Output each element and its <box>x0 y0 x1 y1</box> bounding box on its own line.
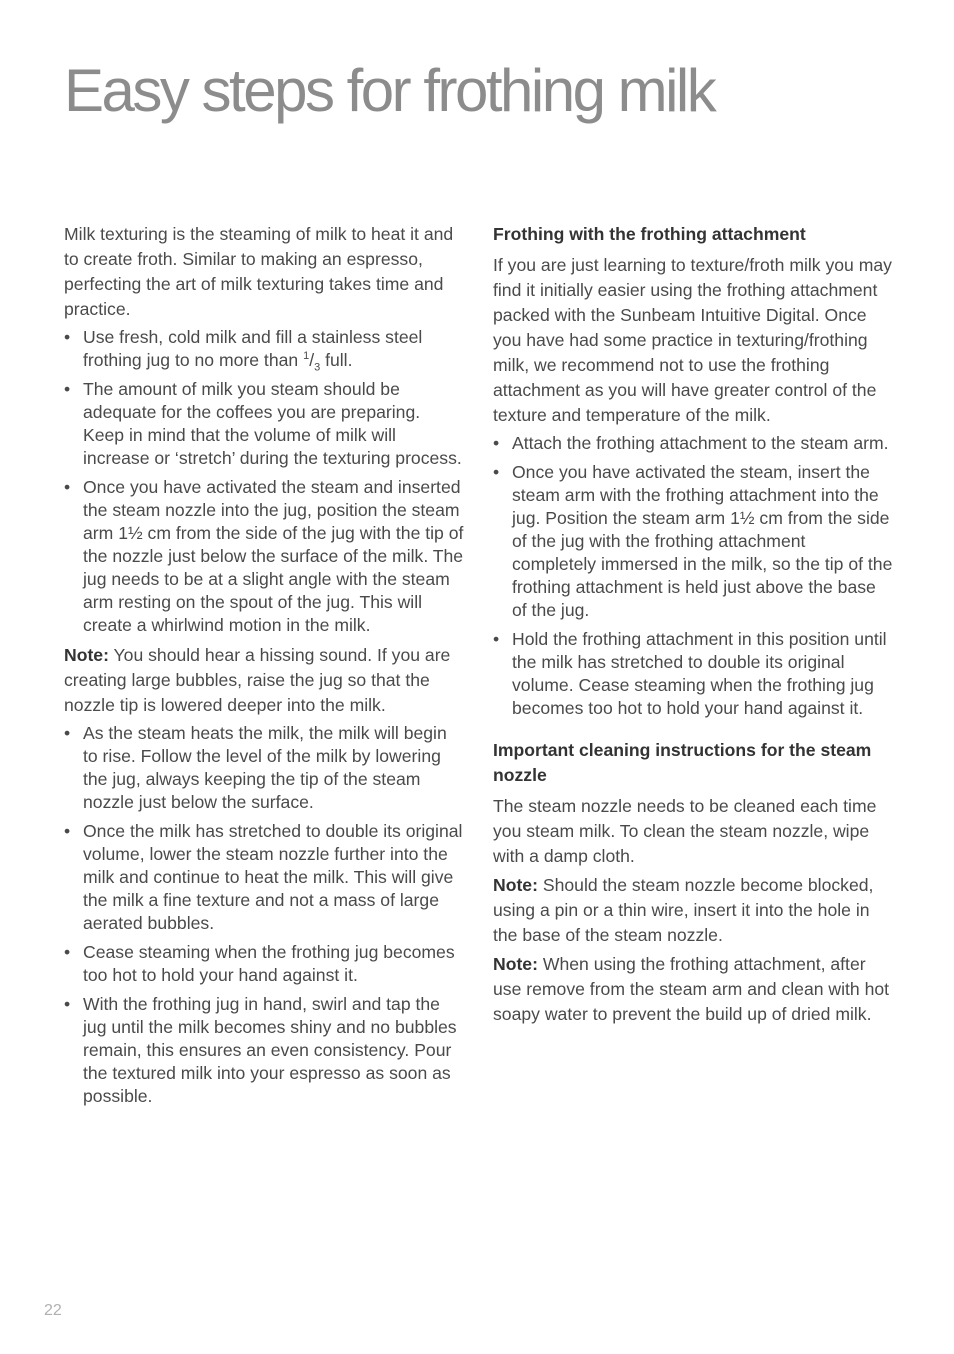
note-paragraph <box>493 873 893 948</box>
note-paragraph <box>493 952 893 1027</box>
note-paragraph <box>64 643 464 718</box>
cleaning-paragraph: The steam nozzle needs to be cleaned each time you steam milk. To clean the steam nozzle, wipe with a damp cloth. <box>493 796 877 866</box>
list-item: • Use fresh, cold milk and fill a stainless steel frothing jug to no more than $^1/_3$ full. <box>64 326 464 372</box>
note-label: Note: <box>493 954 538 974</box>
list-item: • Once you have activated the steam, insert the steam arm with the frothing attachment into the jug. Position the steam arm 1½ cm from the side of the jug with the frothing attachment completely immersed in the milk, so the tip of the frothing attachment is held just above the base of the jug. <box>493 461 893 622</box>
frothing-bullet-list <box>493 432 893 720</box>
page-number: 22 <box>44 1302 62 1319</box>
section-heading-cleaning: Important cleaning instructions for the steam nozzle <box>493 740 872 785</box>
bullet-text: Use fresh, cold milk and fill a stainless steel frothing jug to no more than <box>83 327 423 370</box>
right-column <box>493 222 893 1031</box>
left-column <box>64 222 464 1114</box>
fraction-denominator: 3 <box>314 361 321 374</box>
list-item: • Cease steaming when the frothing jug becomes too hot to hold your hand against it. <box>64 941 464 987</box>
note-text: You should hear a hissing sound. If you are creating large bubbles, raise the jug so that the nozzle tip is lowered deeper into the milk. <box>64 645 451 715</box>
bullet-text: full. <box>320 350 353 370</box>
section-heading-frothing: Frothing with the frothing attachment <box>493 224 806 244</box>
bullet-list-b <box>64 722 464 1108</box>
list-item: • Hold the frothing attachment in this position until the milk has stretched to double its original volume. Cease steaming when the frothing jug becomes too hot to hold your hand against it. <box>493 628 893 720</box>
bullet-list-a <box>64 326 464 637</box>
frothing-paragraph: If you are just learning to texture/froth milk you may find it initially easier using the frothing attachment packed with the Sunbeam Intuitive Digital. Once you have had some practice in texturing/frothing milk, we recommend not to use the frothing attachment as you will have greater control of the texture and temperature of the milk. <box>493 255 892 425</box>
list-item: • The amount of milk you steam should be adequate for the coffees you are preparing. Keep in mind that the volume of milk will increase or ‘stretch’ during the texturing process. <box>64 378 464 470</box>
fraction-numerator: 1 <box>303 350 310 363</box>
list-item: • Attach the frothing attachment to the steam arm. <box>493 432 893 455</box>
list-item: • As the steam heats the milk, the milk will begin to rise. Follow the level of the milk by lowering the jug, always keeping the tip of the steam nozzle just below the surface. <box>64 722 464 814</box>
intro-paragraph: Milk texturing is the steaming of milk to heat it and to create froth. Similar to making an espresso, perfecting the art of milk texturing takes time and practice. <box>64 224 454 319</box>
page-title: Easy steps for frothing milk <box>64 57 715 124</box>
note-text: When using the frothing attachment, after use remove from the steam arm and clean with hot soapy water to prevent the build up of dried milk. <box>493 954 890 1024</box>
note-label: Note: <box>493 875 538 895</box>
list-item: • Once the milk has stretched to double its original volume, lower the steam nozzle further into the milk and continue to heat the milk. This will give the milk a fine texture and not a mass of large aerated bubbles. <box>64 820 464 935</box>
list-item: • Once you have activated the steam and inserted the steam nozzle into the jug, position the steam arm 1½ cm from the side of the jug with the tip of the nozzle just below the surface of the milk. The jug needs to be at a slight angle with the steam arm resting on the spout of the jug. This will create a whirlwind motion in the milk. <box>64 476 464 637</box>
list-item: • With the frothing jug in hand, swirl and tap the jug until the milk becomes shiny and no bubbles remain, this ensures an even consistency. Pour the textured milk into your espresso as soon as possible. <box>64 993 464 1108</box>
note-text: Should the steam nozzle become blocked, using a pin or a thin wire, insert it into the hole in the base of the steam nozzle. <box>493 875 874 945</box>
note-label: Note: <box>64 645 109 665</box>
